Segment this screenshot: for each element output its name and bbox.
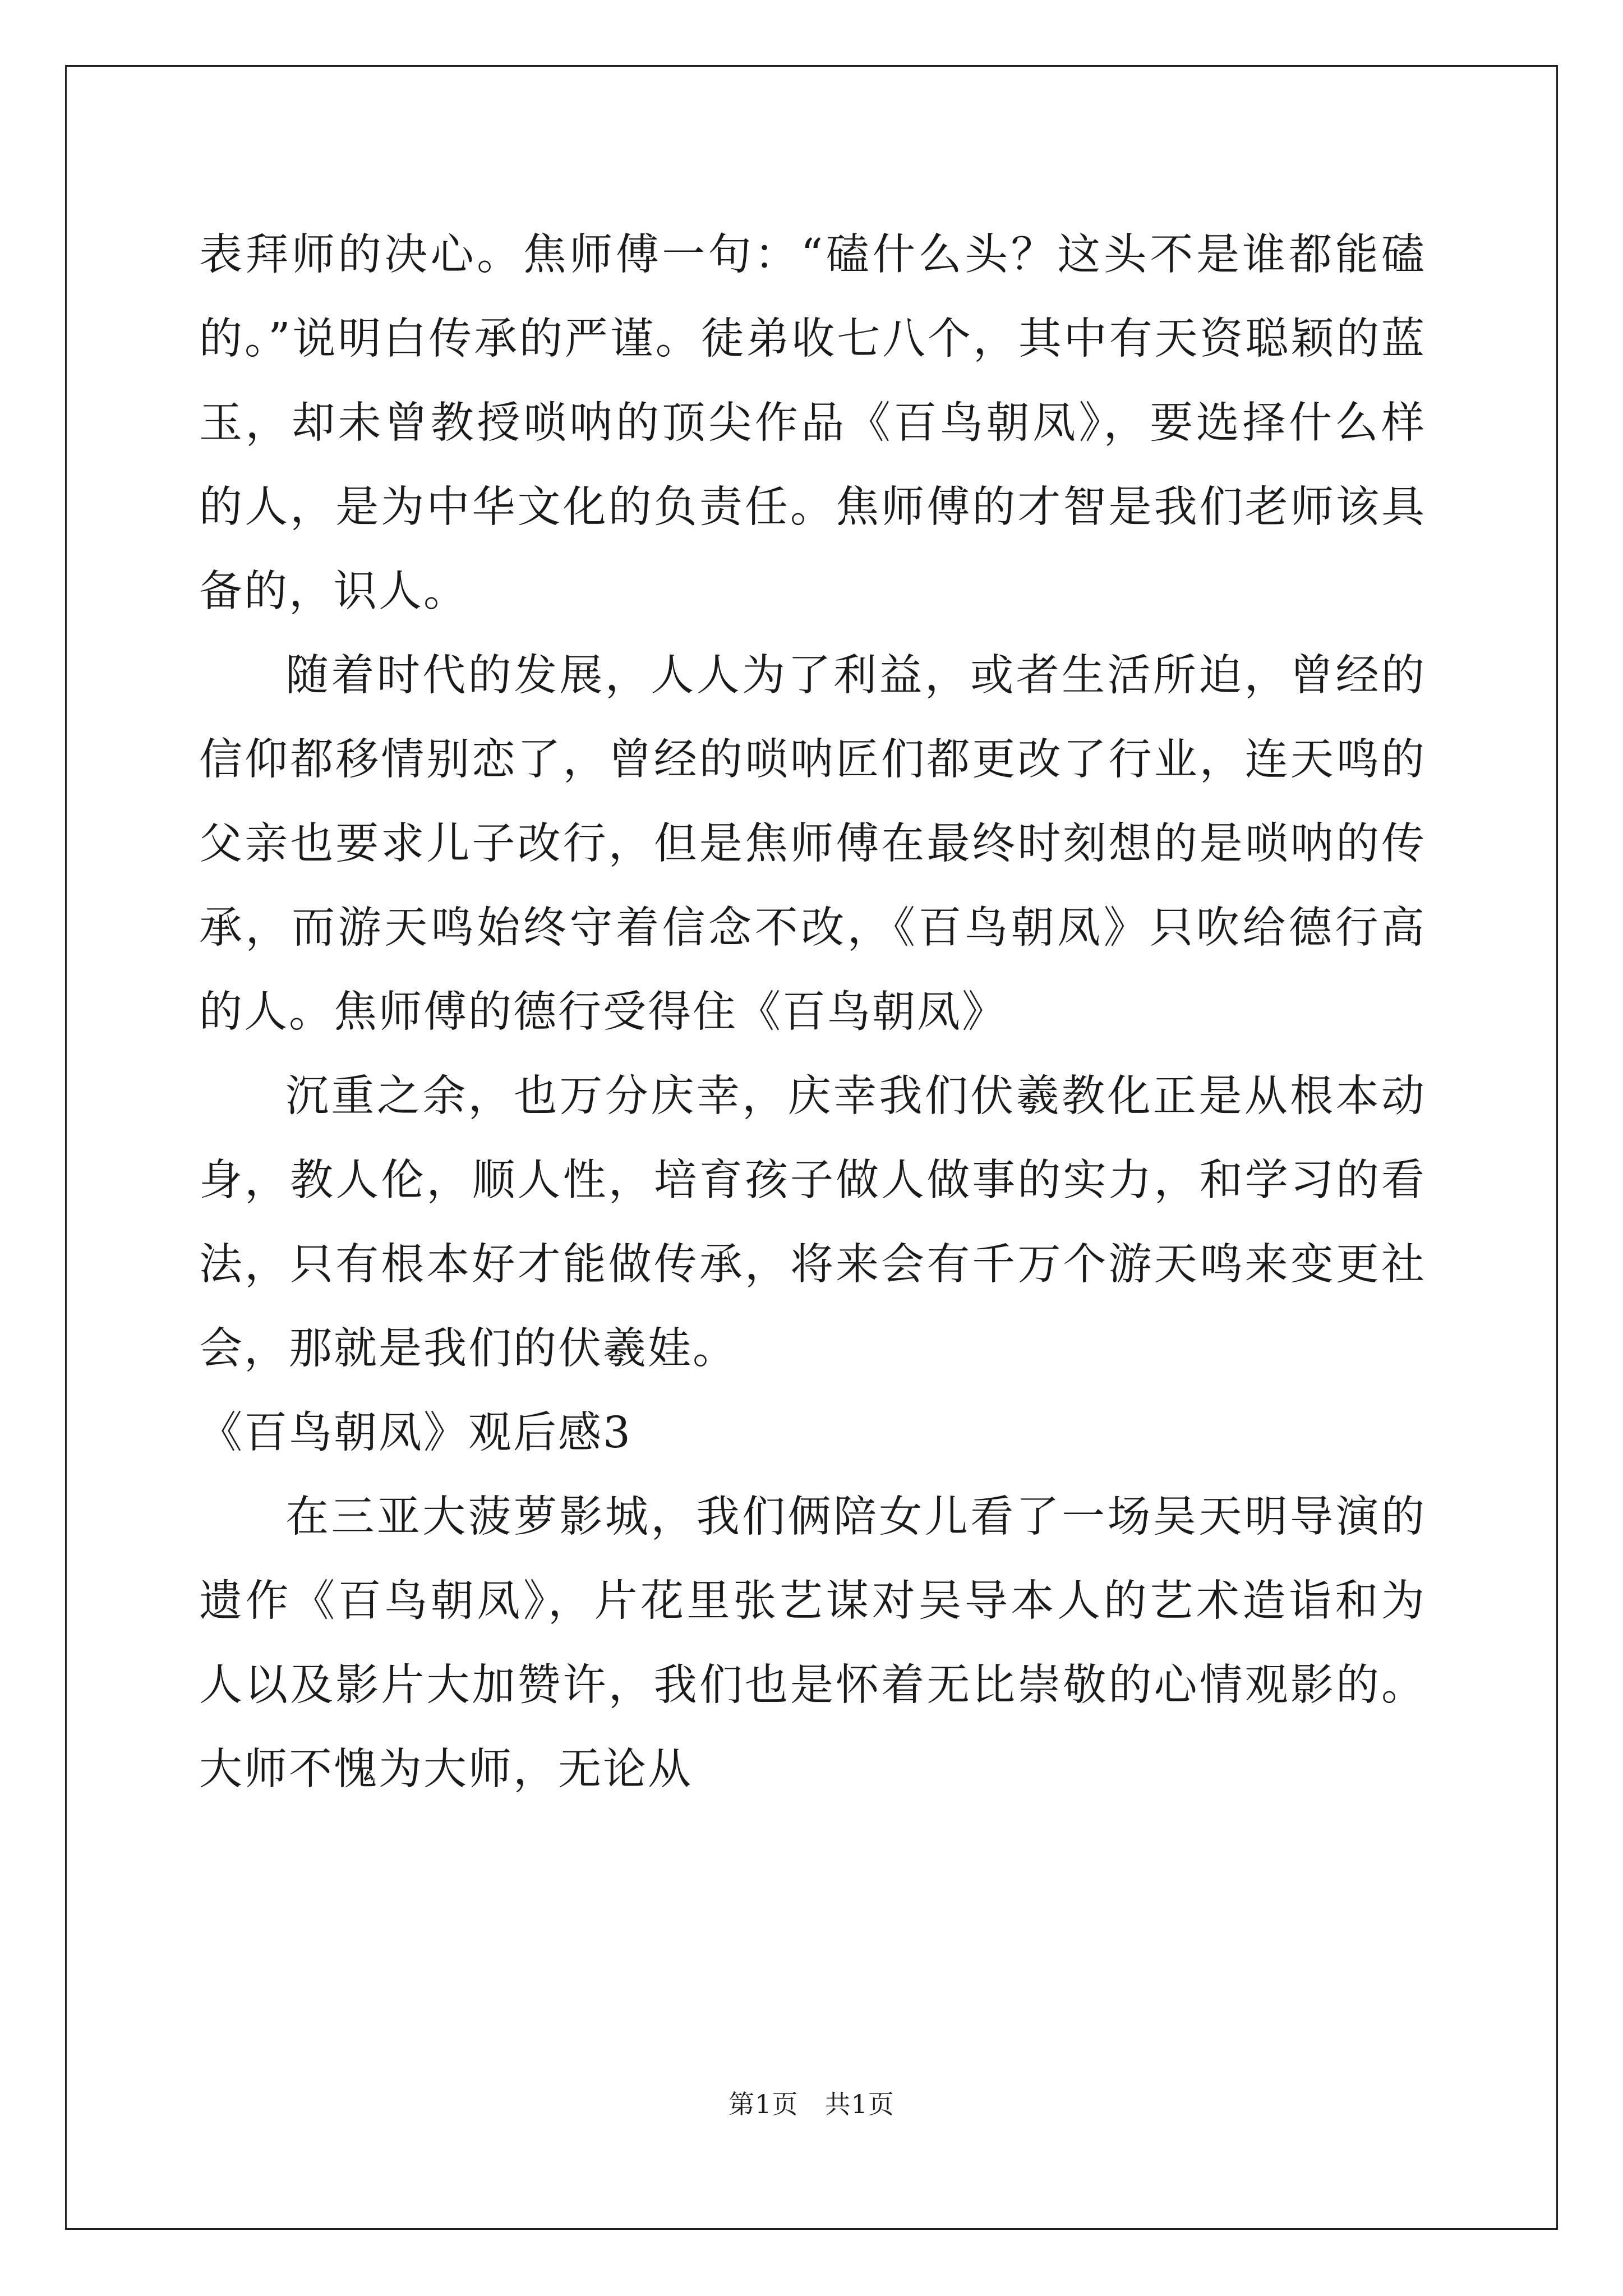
paragraph-1: 表拜师的决心。焦师傅一句：“磕什么头？这头不是谁都能磕的。”说明白传承的严谨。徒弟收七八个，其中有天资聪颖的蓝玉，却未曾教授唢呐的顶尖作品《百鸟朝凤》，要选择什么样的人，是为中华文化的负责任。焦师傅的才智是我们老师该具备的，识人。 bbox=[199, 230, 1426, 616]
document-body bbox=[199, 213, 1426, 1812]
paragraph-4: 在三亚大菠萝影城，我们俩陪女儿看了一场吴天明导演的遗作《百鸟朝凤》，片花里张艺谋对吴导本人的艺术造诣和为人以及影片大加赞许，我们也是怀着无比崇敬的心情观影的。大师不愧为大师，无论从 bbox=[199, 1492, 1426, 1795]
section-heading: 《百鸟朝凤》观后感3 bbox=[199, 1408, 632, 1458]
paragraph-3: 沉重之余，也万分庆幸，庆幸我们伏羲教化正是从根本动身，教人伦，顺人性，培育孩子做人做事的实力，和学习的看法，只有根本好才能做传承，将来会有千万个游天鸣来变更社会，那就是我们的伏羲娃。 bbox=[199, 1071, 1426, 1374]
paragraph-2: 随着时代的发展，人人为了利益，或者生活所迫，曾经的信仰都移情别恋了，曾经的唢呐匠们都更改了行业，连天鸣的父亲也要求儿子改行，但是焦师傅在最终时刻想的是唢呐的传承，而游天鸣始终守着信念不改，《百鸟朝凤》只吹给德行高的人。焦师傅的德行受得住《百鸟朝凤》 bbox=[199, 651, 1426, 1037]
page-footer bbox=[0, 2084, 1623, 2121]
page-number: 第1页 bbox=[728, 2089, 799, 2119]
page-total: 共1页 bbox=[824, 2089, 895, 2119]
